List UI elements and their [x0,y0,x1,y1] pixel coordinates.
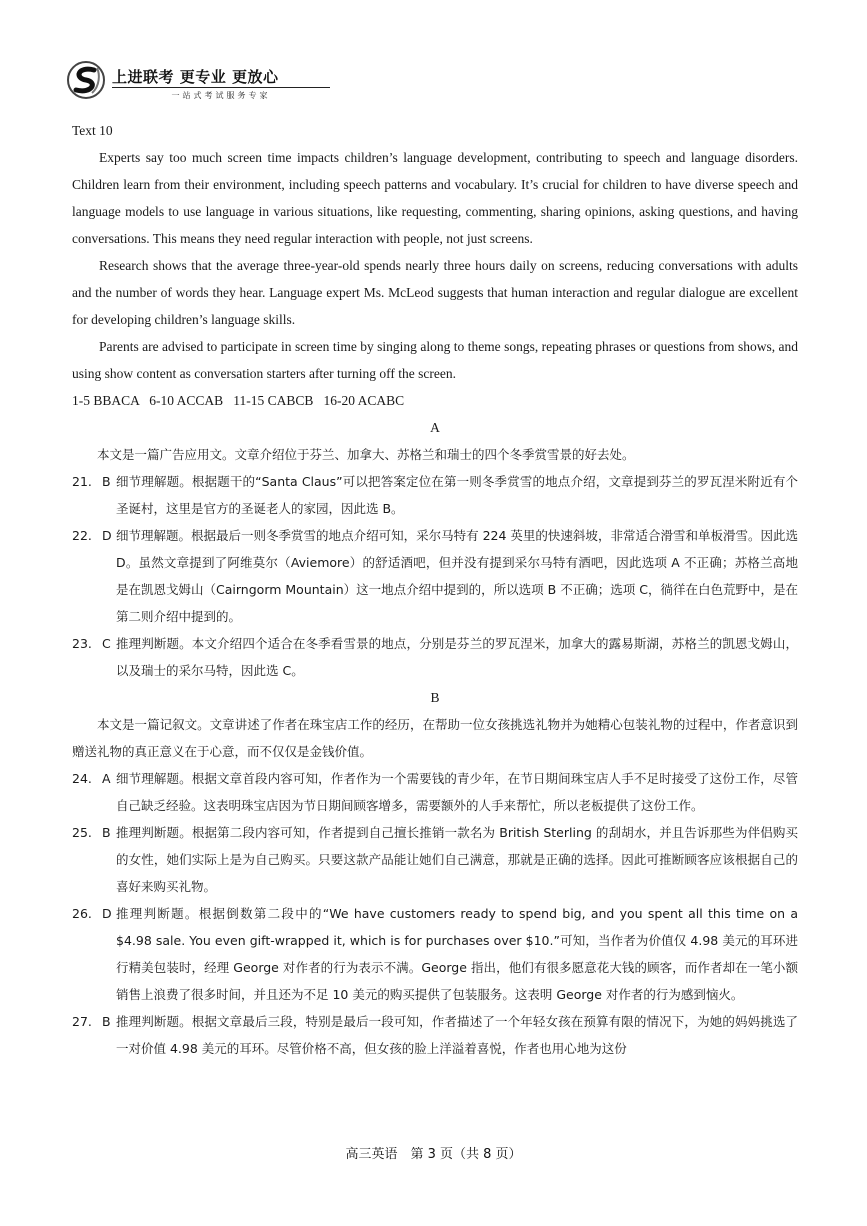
question-answer: C [102,636,111,651]
brand-slogan: 上进联考 更专业 更放心 [112,68,279,86]
page-content [72,117,798,1062]
page-header [66,60,326,106]
question-25 [72,819,798,900]
question-21 [72,468,798,522]
question-number: 25. [72,825,92,840]
section-a-summary: 本文是一篇广告应用文。文章介绍位于芬兰、加拿大、苏格兰和瑞士的四个冬季赏雪景的好去处。 [97,447,635,462]
text10-paragraph: Experts say too much screen time impacts children’s language development, contributing to speech and language disorders. Children learn from their environment, including speech patterns and vocabulary. It’s crucial for children to have diverse speech and language models to use language in various situations, like requesting, commenting, sharing opinions, asking questions, and having conversations. This means they need regular interaction with people, not just screens. [72,150,798,246]
question-number: 22. [72,528,92,543]
question-explanation: 细节理解题。根据文章首段内容可知，作者作为一个需要钱的青少年，在节日期间珠宝店人手不足时接受了这份工作，尽管自己缺乏经验。这表明珠宝店因为节日期间顾客增多，需要额外的人手来帮忙，所以老板提供了这份工作。 [116,771,798,813]
question-explanation: 推理判断题。根据文章最后三段，特别是最后一段可知，作者描述了一个年轻女孩在预算有限的情况下，为她的妈妈挑选了一对价值 4.98 美元的耳环。尽管价格不高，但女孩的脸上洋溢着喜悦，作者也用心地为这份 [116,1014,798,1056]
section-a-heading: A [430,420,440,435]
question-number: 24. [72,771,92,786]
question-explanation: 细节理解题。根据最后一则冬季赏雪的地点介绍可知，采尔马特有 224 英里的快速斜坡，非常适合滑雪和单板滑雪。因此选 D。虽然文章提到了阿维莫尔（Aviemore）的舒适酒吧，但并没有提到采尔马特有酒吧，因此选项 A 不正确；苏格兰高地是在凯恩戈姆山（Cairngorm Mountain）这一地点介绍中提到的，所以选项 B 不正确；选项 C，徜徉在白色荒野中，是在第二则介绍中提到的。 [116,528,798,624]
answer-key: 1-5 BBACA 6-10 ACCAB 11-15 CABCB 16-20 ACABC [72,393,405,408]
question-answer: B [102,825,111,840]
question-number: 26. [72,906,92,921]
page-footer: 高三英语 第 3 页（共 8 页） [345,1147,522,1162]
question-24 [72,765,798,819]
text10-paragraph: Parents are advised to participate in screen time by singing along to theme songs, repeating phrases or questions from shows, and using show content as conversation starters after turning off the screen. [72,339,798,381]
text10-paragraph: Research shows that the average three-year-old spends nearly three hours daily on screens, reducing conversations with adults and the number of words they hear. Language expert Ms. McLeod suggests that human interaction and regular dialogue are excellent for developing children’s language skills. [72,258,798,327]
question-explanation: 推理判断题。本文介绍四个适合在冬季看雪景的地点，分别是芬兰的罗瓦涅米，加拿大的露易斯湖，苏格兰的凯恩戈姆山，以及瑞士的采尔马特，因此选 C。 [116,636,798,678]
text10-title: Text 10 [72,123,113,138]
question-explanation: 细节理解题。根据题干的“Santa Claus”可以把答案定位在第一则冬季赏雪的地点介绍，文章提到芬兰的罗瓦涅米附近有个圣诞村，这里是官方的圣诞老人的家园，因此选 B。 [116,474,798,516]
question-number: 21. [72,474,92,489]
brand-subline: 一站式考试服务专家 [112,87,330,101]
question-answer: B [102,1014,111,1029]
question-answer: A [102,771,111,786]
question-answer: B [102,474,111,489]
section-b-heading: B [430,690,440,705]
question-answer: D [102,906,112,921]
question-explanation: 推理判断题。根据倒数第二段中的“We have customers ready to spend big, and you spent all this time on a $4.98 sale. You even gift-wrapped it, which is for purchases over $10.”可知，当作者为价值仅 4.98 美元的耳环进行精美包装时，经理 George 对作者的行为表示不满。George 指出，他们有很多愿意花大钱的顾客，而作者却在一笔小额销售上浪费了很多时间，并且还为不足 10 美元的购买提供了包装服务。这表明 George 对作者的行为感到恼火。 [116,906,798,1002]
section-b-summary: 本文是一篇记叙文。文章讲述了作者在珠宝店工作的经历，在帮助一位女孩挑选礼物并为她精心包装礼物的过程中，作者意识到赠送礼物的真正意义在于心意，而不仅仅是金钱价值。 [72,717,798,759]
question-answer: D [102,528,112,543]
question-number: 27. [72,1014,92,1029]
stylized-s-swoosh-icon [66,60,106,100]
question-explanation: 推理判断题。根据第二段内容可知，作者提到自己擅长推销一款名为 British Sterling 的刮胡水，并且告诉那些为伴侣购买的女性，她们实际上是为自己购买。只要这款产品能让她们自己满意，那就是正确的选择。因此可推断顾客应该根据自己的喜好来购买礼物。 [116,825,798,894]
question-27 [72,1008,798,1062]
question-22 [72,522,798,630]
question-23 [72,630,798,684]
question-number: 23. [72,636,92,651]
question-26 [72,900,798,1008]
